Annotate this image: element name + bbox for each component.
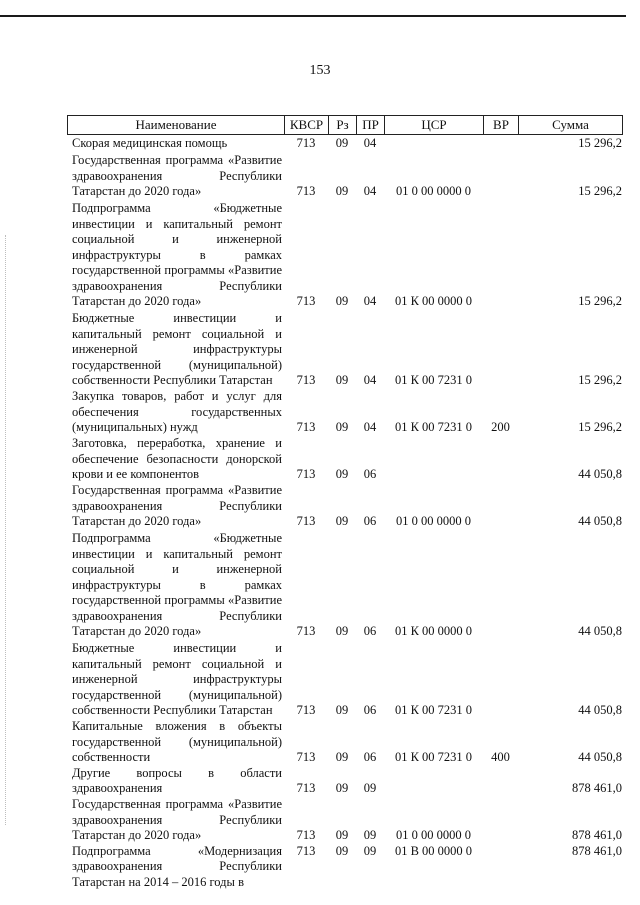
header-vr: ВР <box>484 116 519 135</box>
row-pr: 04 <box>363 373 377 387</box>
header-csr: ЦСР <box>385 116 484 135</box>
row-csr: 01 К 00 7231 0 <box>394 373 473 387</box>
row-rz: 09 <box>335 136 349 150</box>
row-vr <box>483 530 518 640</box>
row-name: Подпрограмма «Бюджетные инвестиции и капитальный ремонт социальной и инженерной инфраструктуры в рамках государственной программы «Развитие здравоохранения Республики Татарстан до 2020 года» <box>72 531 282 638</box>
row-sum: 15 296,2 <box>578 136 622 150</box>
table-row <box>72 389 622 436</box>
table-body-block <box>72 136 622 894</box>
row-csr: 01 К 00 7231 0 <box>394 420 473 434</box>
row-rz: 09 <box>335 373 349 387</box>
row-kvsr: 713 <box>296 781 316 795</box>
row-sum: 15 296,2 <box>578 294 622 308</box>
row-csr: 01 В 00 0000 0 <box>394 843 473 858</box>
row-vr <box>483 766 518 797</box>
row-name: Государственная программа «Развитие здравоохранения Республики Татарстан до 2020 года» <box>72 483 282 528</box>
row-csr: 01 К 00 0000 0 <box>394 624 473 638</box>
table-row <box>72 436 622 483</box>
row-name: Бюджетные инвестиции и капитальный ремонт социальной и инженерной инфраструктуры государственной (муниципальной) собственности Республики Татарстан <box>72 641 282 717</box>
row-name: Бюджетные инвестиции и капитальный ремонт социальной и инженерной инфраструктуры государственной (муниципальной) собственности Республики Татарстан <box>72 311 282 387</box>
table-row <box>72 766 622 797</box>
row-kvsr: 713 <box>296 624 316 638</box>
row-pr: 04 <box>363 294 377 308</box>
row-csr: 01 К 00 7231 0 <box>394 750 473 764</box>
row-kvsr: 713 <box>296 467 316 481</box>
row-csr: 01 К 00 7231 0 <box>394 703 473 717</box>
row-kvsr: 713 <box>296 828 316 842</box>
table-row <box>72 310 622 389</box>
table-row <box>72 136 622 152</box>
header-sum: Сумма <box>519 116 623 135</box>
row-vr <box>483 152 518 200</box>
row-csr: 01 0 00 0000 0 <box>396 184 471 198</box>
table-header-block <box>67 115 623 135</box>
row-pr: 06 <box>363 624 377 638</box>
row-vr <box>483 136 518 152</box>
row-csr <box>384 436 483 483</box>
row-pr: 04 <box>363 420 377 434</box>
row-vr: 400 <box>491 750 510 764</box>
row-csr: 01 0 00 0000 0 <box>396 828 471 842</box>
row-name: Подпрограмма «Модернизация здравоохранения Республики Татарстан на 2014 – 2016 годы в <box>72 843 282 889</box>
row-csr: 01 К 00 0000 0 <box>394 294 473 308</box>
header-pr: ПР <box>357 116 385 135</box>
table-row <box>72 200 622 310</box>
row-kvsr: 713 <box>296 750 316 764</box>
row-kvsr: 713 <box>296 703 316 717</box>
row-vr <box>483 483 518 530</box>
row-pr: 06 <box>363 514 377 528</box>
row-sum: 15 296,2 <box>578 184 622 198</box>
row-name: Подпрограмма «Бюджетные инвестиции и капитальный ремонт социальной и инженерной инфраструктуры в рамках государственной программы «Развитие здравоохранения Республики Татарстан до 2020 года» <box>72 201 282 308</box>
row-sum: 44 050,8 <box>578 750 622 764</box>
row-kvsr: 713 <box>296 184 316 198</box>
table-row <box>72 640 622 719</box>
row-csr <box>384 766 483 797</box>
header-rz: Рз <box>329 116 357 135</box>
row-rz: 09 <box>335 420 349 434</box>
page-number: 153 <box>309 63 331 78</box>
table-row <box>72 844 622 894</box>
row-pr: 09 <box>363 843 377 858</box>
row-sum: 878 461,0 <box>572 828 622 842</box>
row-name: Капитальные вложения в объекты государственной (муниципальной) собственности <box>72 719 282 764</box>
row-name: Государственная программа «Развитие здравоохранения Республики Татарстан до 2020 года» <box>72 797 282 842</box>
row-vr <box>483 640 518 719</box>
row-sum: 15 296,2 <box>578 420 622 434</box>
row-pr: 06 <box>363 703 377 717</box>
row-sum: 44 050,8 <box>578 703 622 717</box>
row-name: Закупка товаров, работ и услуг для обеспечения государственных (муниципальных) нужд <box>72 389 282 434</box>
row-vr <box>483 797 518 844</box>
row-rz: 09 <box>335 294 349 308</box>
row-csr <box>384 136 483 152</box>
row-name: Заготовка, переработка, хранение и обеспечение безопасности донорской крови и ее компонентов <box>72 436 282 481</box>
row-name: Другие вопросы в области здравоохранения <box>72 765 282 795</box>
header-name: Наименование <box>68 116 285 135</box>
header-kvsr: КВСР <box>285 116 329 135</box>
row-rz: 09 <box>335 624 349 638</box>
row-rz: 09 <box>335 828 349 842</box>
row-kvsr: 713 <box>296 420 316 434</box>
row-kvsr: 713 <box>296 294 316 308</box>
table-row <box>72 483 622 530</box>
row-name: Скорая медицинская помощь <box>72 136 228 150</box>
row-pr: 04 <box>363 184 377 198</box>
row-rz: 09 <box>335 750 349 764</box>
row-sum: 878 461,0 <box>572 781 622 795</box>
row-sum: 15 296,2 <box>578 373 622 387</box>
row-pr: 09 <box>363 781 377 795</box>
budget-table <box>72 136 622 894</box>
row-name: Государственная программа «Развитие здравоохранения Республики Татарстан до 2020 года» <box>72 153 282 198</box>
row-pr: 09 <box>363 828 377 842</box>
table-row <box>72 152 622 200</box>
row-vr: 200 <box>491 420 510 434</box>
row-rz: 09 <box>335 184 349 198</box>
top-rule <box>0 15 626 17</box>
row-rz: 09 <box>335 781 349 795</box>
row-sum: 878 461,0 <box>572 843 622 858</box>
row-vr <box>483 436 518 483</box>
row-sum: 44 050,8 <box>578 624 622 638</box>
row-pr: 06 <box>363 467 377 481</box>
table-row <box>72 797 622 844</box>
row-pr: 04 <box>363 136 377 150</box>
row-vr <box>483 200 518 310</box>
table-header <box>67 115 623 135</box>
row-kvsr: 713 <box>296 514 316 528</box>
row-pr: 06 <box>363 750 377 764</box>
row-rz: 09 <box>335 514 349 528</box>
row-kvsr: 713 <box>296 373 316 387</box>
row-csr: 01 0 00 0000 0 <box>396 514 471 528</box>
row-rz: 09 <box>335 703 349 717</box>
row-vr <box>483 310 518 389</box>
table-row <box>72 530 622 640</box>
row-rz: 09 <box>335 843 349 858</box>
table-body <box>72 136 622 894</box>
row-kvsr: 713 <box>296 136 316 150</box>
row-sum: 44 050,8 <box>578 467 622 481</box>
row-vr <box>483 844 518 894</box>
binding-margin-dots <box>5 235 6 825</box>
header-row <box>68 116 623 135</box>
row-kvsr: 713 <box>296 843 316 858</box>
table-row <box>72 719 622 766</box>
row-rz: 09 <box>335 467 349 481</box>
row-sum: 44 050,8 <box>578 514 622 528</box>
